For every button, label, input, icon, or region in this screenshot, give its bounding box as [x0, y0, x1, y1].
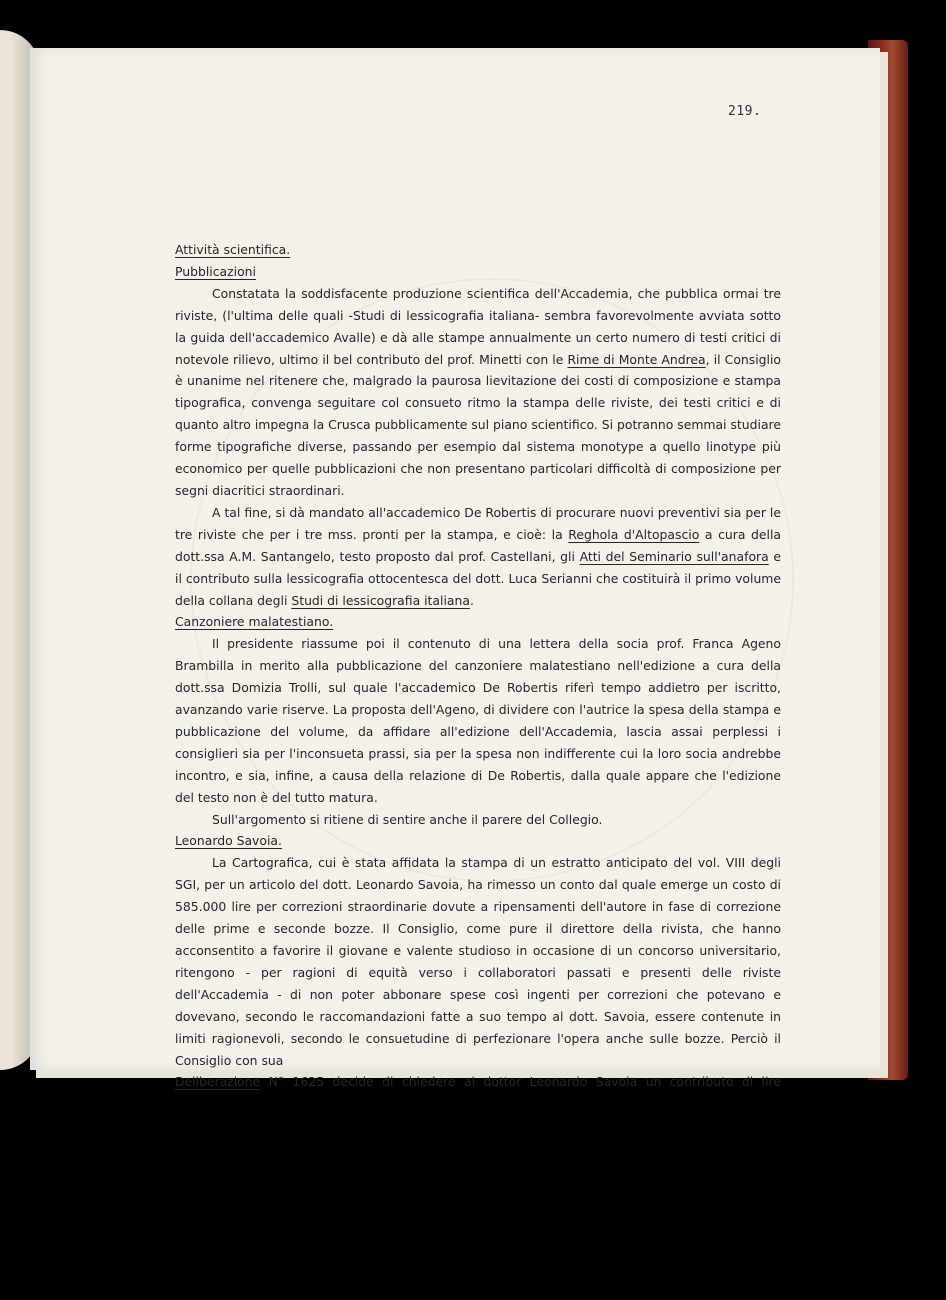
deliberation-label: Deliberazione	[175, 1074, 261, 1090]
subheading-pubblicazioni: Pubblicazioni	[175, 263, 256, 279]
paragraph-pubblicazioni-1: Constatata la soddisfacente produzione scientifica dell'Accademia, che pubblica ormai tre riviste, (l'ultima delle quali -Studi di lessicografia italiana- sembra favorevolmente avviata sotto la guida dell'accademico Avalle) e dà alle stampe annualmente un certo numero di testi critici di notevole rilievo, ultimo il bel contributo del prof. Minetti con le Rime di Monte Andrea, il Consiglio è unanime nel ritenere che, malgrado la paurosa lievitazione dei costi di composizione e stampa tipografica, convenga seguitare col consueto ritmo la stampa delle riviste, dei testi critici e di quanto altro impegna la Crusca pubblicamente sul piano scientifico. Si potranno semmai studiare forme tipografiche diverse, passando per esempio dal sistema monotype a quello linotype più economico per quelle pubblicazioni che non presentano particolari difficoltà di composizione per segni diacritici straordinari.	[175, 285, 781, 498]
paragraph-pubblicazioni-2: A tal fine, si dà mandato all'accademico De Robertis di procurare nuovi preventivi sia per le tre riviste che per i tre mss. pronti per la stampa, e cioè: la Reghola d'Altopascio a cura della dott.ssa A.M. Santangelo, testo proposto dal prof. Castellani, gli Atti del Seminario sull'anafora e il contributo sulla lessicografia ottocentesca del dott. Luca Serianni che costituirà il primo volume della collana degli Studi di lessicografia italiana.	[175, 504, 782, 608]
section-heading: Attività scientifica.	[175, 242, 291, 257]
title-studi-lessicografia: Studi di lessicografia italiana	[291, 592, 470, 608]
deliberation-line: Deliberazione N° 1625 decide di chiedere al dottor Leonardo Savoia un contributo di lire	[175, 1074, 781, 1090]
subheading-savoia: Leonardo Savoia.	[175, 833, 282, 849]
subheading-canzoniere: Canzoniere malatestiano.	[175, 614, 334, 630]
title-reghola: Reghola d'Altopascio	[568, 526, 700, 542]
title-atti-seminario: Atti del Seminario sull'anafora	[579, 548, 769, 564]
paragraph-collegio: Sull'argomento si ritiene di sentire anche il parere del Collegio.	[212, 811, 603, 827]
paragraph-canzoniere: Il presidente riassume poi il contenuto di una lettera della socia prof. Franca Ageno Brambilla in merito alla pubblicazione del canzoniere malatestiano nell'edizione a cura della dott.ssa Domizia Trolli, sul quale l'accademico De Robertis riferì tempo addietro per iscritto, avanzando varie riserve. La proposta dell'Ageno, di dividere con l'autrice la spesa della stampa e pubblicazione del volume, da affidare all'edizione dell'Accademia, lascia assai perplessi i consiglieri sia per l'inconsueta prassi, sia per la spesa non indifferente cui la loro socia andrebbe incontro, e sia, infine, a causa della relazione di De Robertis, dalla quale appare che l'edizione del testo non è del tutto matura.	[175, 636, 781, 805]
title-rime-monte-andrea: Rime di Monte Andrea	[567, 351, 706, 367]
document-body	[175, 239, 781, 1093]
paragraph-savoia: La Cartografica, cui è stata affidata la stampa di un estratto anticipato del vol. VIII degli SGI, per un articolo del dott. Leonardo Savoia, ha rimesso un conto dal quale emerge un costo di 585.000 lire per correzioni straordinarie dovute a ripensamenti dell'autore in fase di correzione delle prime e seconde bozze. Il Consiglio, come pure il direttore della rivista, che hanno acconsentito a favorire il giovane e valente studioso in occasione di un concorso universitario, ritengono - per ragioni di equità verso i collaboratori passati e presenti delle riviste dell'Accademia - di non poter abbonare spese così ingenti per correzioni che potevano e dovevano, secondo le raccomandazioni fatte a suo tempo al dott. Savoia, essere contenute in limiti ragionevoli, secondo le consuetudine di perfezionare l'opera anche sulle bozze. Perciò il Consiglio con sua	[175, 855, 781, 1068]
page-number: 219.	[728, 104, 762, 119]
